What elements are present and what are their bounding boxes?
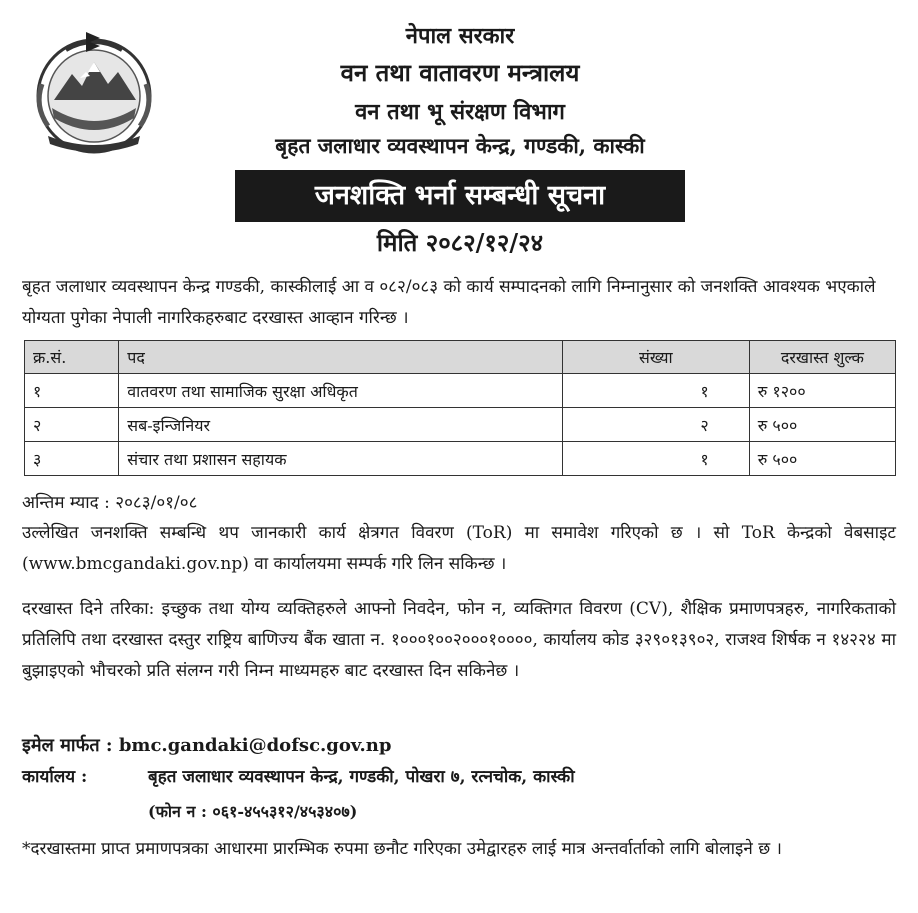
intro-paragraph: बृहत जलाधार व्यवस्थापन केन्द्र गण्डकी, कास्कीलाई आ व ०८२/०८३ को कार्य सम्पादनको लागि निम्नानुसार को जनशक्ति आवश्यक भएकाले योग्यता पुगेका नेपाली नागरिकहरुबाट दरखास्त आव्हान गरिन्छ । [22, 277, 876, 328]
cell-fee: रु ५०० [749, 408, 895, 442]
cell-count: १ [562, 442, 749, 476]
cell-count: २ [562, 408, 749, 442]
email-label: इमेल मार्फत : [22, 735, 113, 756]
header-office: बृहत जलाधार व्यवस्थापन केन्द्र, गण्डकी, कास्की [275, 133, 645, 158]
cell-sn: १ [25, 374, 119, 408]
column-header-post: पद [119, 341, 563, 374]
header-department: वन तथा भू संरक्षण विभाग [355, 99, 565, 125]
table-header-row [25, 341, 896, 374]
column-header-count: संख्या [562, 341, 749, 374]
cell-sn: २ [25, 408, 119, 442]
table-row [25, 374, 896, 408]
column-header-sn: क्र.सं. [25, 341, 119, 374]
cell-post: सब-इन्जिनियर [119, 408, 563, 442]
table-row [25, 442, 896, 476]
office-phone: (फोन न : ०६१-४५५३१२/४५३४०७) [148, 802, 358, 821]
cell-post: संचार तथा प्रशासन सहायक [119, 442, 563, 476]
header-ministry: वन तथा वातावरण मन्त्रालय [340, 58, 580, 87]
column-header-fee: दरखास्त शुल्क [749, 341, 895, 374]
application-deadline: अन्तिम म्याद : २०८३/०१/०८ [22, 493, 198, 513]
notice-date: मिति २०८२/१२/२४ [376, 228, 544, 257]
table-row [25, 408, 896, 442]
header-government: नेपाल सरकार [405, 23, 515, 49]
tor-info-paragraph: उल्लेखित जनशक्ति सम्बन्धि थप जानकारी कार्य क्षेत्रगत विवरण (ToR) मा समावेश गरिएको छ । सो ToR केन्द्रको वेबसाइट (www.bmcgandaki.gov.np) वा कार्यालयमा सम्पर्क गरि लिन सकिन्छ । [22, 523, 896, 574]
email-row [22, 733, 391, 757]
cell-count: १ [562, 374, 749, 408]
cell-fee: रु १२०० [749, 374, 895, 408]
application-method-paragraph: दरखास्त दिने तरिका: इच्छुक तथा योग्य व्यक्तिहरुले आफ्नो निवदेन, फोन न, व्यक्तिगत विवरण (CV), शैक्षिक प्रमाणपत्रहरु, नागरिकताको प्रतिलिपि तथा दरखास्त दस्तुर राष्ट्रिय बाणिज्य बैंक खाता न. १०००१००२०००१००००, कार्यालय कोड ३२९०१३९०२, राजश्व शिर्षक न १४२२४ मा बुझाइएको भौचरको प्रति संलग्न गरी निम्न माध्यमहरु बाट दरखास्त दिन सकिनेछ । [22, 599, 896, 681]
cell-post: वातवरण तथा सामाजिक सुरक्षा अधिकृत [119, 374, 563, 408]
vacancy-table [24, 340, 896, 476]
office-label: कार्यालय : [22, 767, 88, 787]
notice-title-banner: जनशक्ति भर्ना सम्बन्धी सूचना [235, 170, 685, 222]
footnote: *दरखास्तमा प्राप्त प्रमाणपत्रका आधारमा प्रारम्भिक रुपमा छनौट गरिएका उमेद्वारहरु लाई मात्र अन्तर्वार्ताको लागि बोलाइने छ । [22, 839, 782, 859]
office-address: बृहत जलाधार व्यवस्थापन केन्द्र, गण्डकी, पोखरा ७, रत्नचोक, कास्की [148, 767, 575, 787]
nepal-government-emblem-icon [24, 26, 164, 156]
email-address-link[interactable]: bmc.gandaki@dofsc.gov.np [118, 735, 392, 756]
cell-fee: रु ५०० [749, 442, 895, 476]
cell-sn: ३ [25, 442, 119, 476]
